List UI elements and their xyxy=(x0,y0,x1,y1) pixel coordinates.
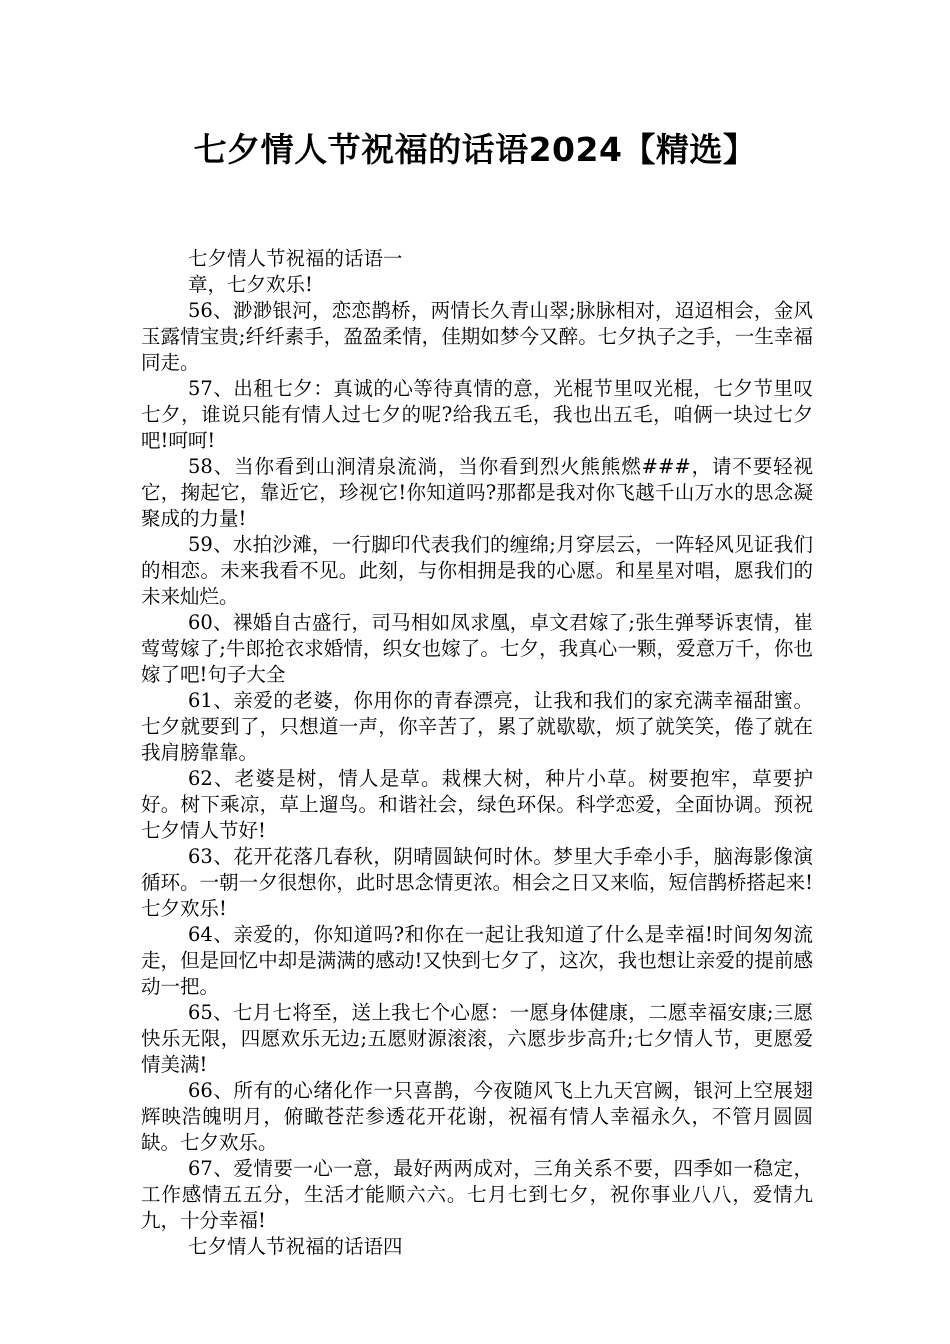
paragraph: 66、所有的心绪化作一只喜鹊，今夜随风飞上九天宫阙，银河上空展翅辉映浩魄明月，俯瞰苍茫参透花开花谢，祝福有情人幸福永久，不管月圆圆缺。七夕欢乐。 xyxy=(141,1079,813,1154)
paragraph: 65、七月七将至，送上我七个心愿：一愿身体健康，二愿幸福安康;三愿快乐无限，四愿欢乐无边;五愿财源滚滚，六愿步步高升;七夕情人节，更愿爱情美满! xyxy=(141,1001,813,1076)
paragraph: 67、爱情要一心一意，最好两两成对，三角关系不要，四季如一稳定，工作感情五五分，生活才能顺六六。七月七到七夕，祝你事业八八，爱情九九，十分幸福! xyxy=(141,1157,813,1232)
paragraph: 62、老婆是树，情人是草。栽棵大树，种片小草。树要抱牢，草要护好。树下乘凉，草上遛鸟。和谐社会，绿色环保。科学恋爱，全面协调。预祝七夕情人节好! xyxy=(141,767,813,842)
document-title: 七夕情人节祝福的话语2024【精选】 xyxy=(193,130,757,169)
paragraph: 64、亲爱的，你知道吗?和你在一起让我知道了什么是幸福!时间匆匆流走，但是回忆中却是满满的感动!又快到七夕了，这次，我也想让亲爱的提前感动一把。 xyxy=(141,923,813,998)
paragraph: 57、出租七夕：真诚的心等待真情的意，光棍节里叹光棍，七夕节里叹七夕，谁说只能有情人过七夕的呢?给我五毛，我也出五毛，咱俩一块过七夕吧!呵呵! xyxy=(141,377,813,452)
document-body xyxy=(141,246,813,1260)
paragraph: 61、亲爱的老婆，你用你的青春漂亮，让我和我们的家充满幸福甜蜜。七夕就要到了，只想道一声，你辛苦了，累了就歇歇，烦了就笑笑，倦了就在我肩膀靠靠。 xyxy=(141,689,813,764)
paragraph: 63、花开花落几春秋，阴晴圆缺何时休。梦里大手牵小手，脑海影像演循环。一朝一夕很想你，此时思念情更浓。相会之日又来临，短信鹊桥搭起来!七夕欢乐! xyxy=(141,845,813,920)
paragraph: 58、当你看到山涧清泉流淌，当你看到烈火熊熊燃###，请不要轻视它，掬起它，靠近它，珍视它!你知道吗?那都是我对你飞越千山万水的思念凝聚成的力量! xyxy=(141,455,813,530)
section-heading: 七夕情人节祝福的话语四 xyxy=(188,1235,403,1258)
paragraph: 章，七夕欢乐! xyxy=(188,273,313,296)
paragraph: 60、裸婚自古盛行，司马相如凤求凰，卓文君嫁了;张生弹琴诉衷情，崔莺莺嫁了;牛郎抢衣求婚情，织女也嫁了。七夕，我真心一颗，爱意万千，你也嫁了吧!句子大全 xyxy=(141,611,813,686)
section-heading: 七夕情人节祝福的话语一 xyxy=(188,247,403,270)
paragraph: 59、水拍沙滩，一行脚印代表我们的缠绵;月穿层云，一阵轻风见证我们的相恋。未来我看不见。此刻，与你相拥是我的心愿。和星星对唱，愿我们的未来灿烂。 xyxy=(141,533,813,608)
paragraph: 56、渺渺银河，恋恋鹊桥，两情长久青山翠;脉脉相对，迢迢相会，金风玉露情宝贵;纤纤素手，盈盈柔情，佳期如梦今又醉。七夕执子之手，一生幸福同走。 xyxy=(141,299,813,374)
